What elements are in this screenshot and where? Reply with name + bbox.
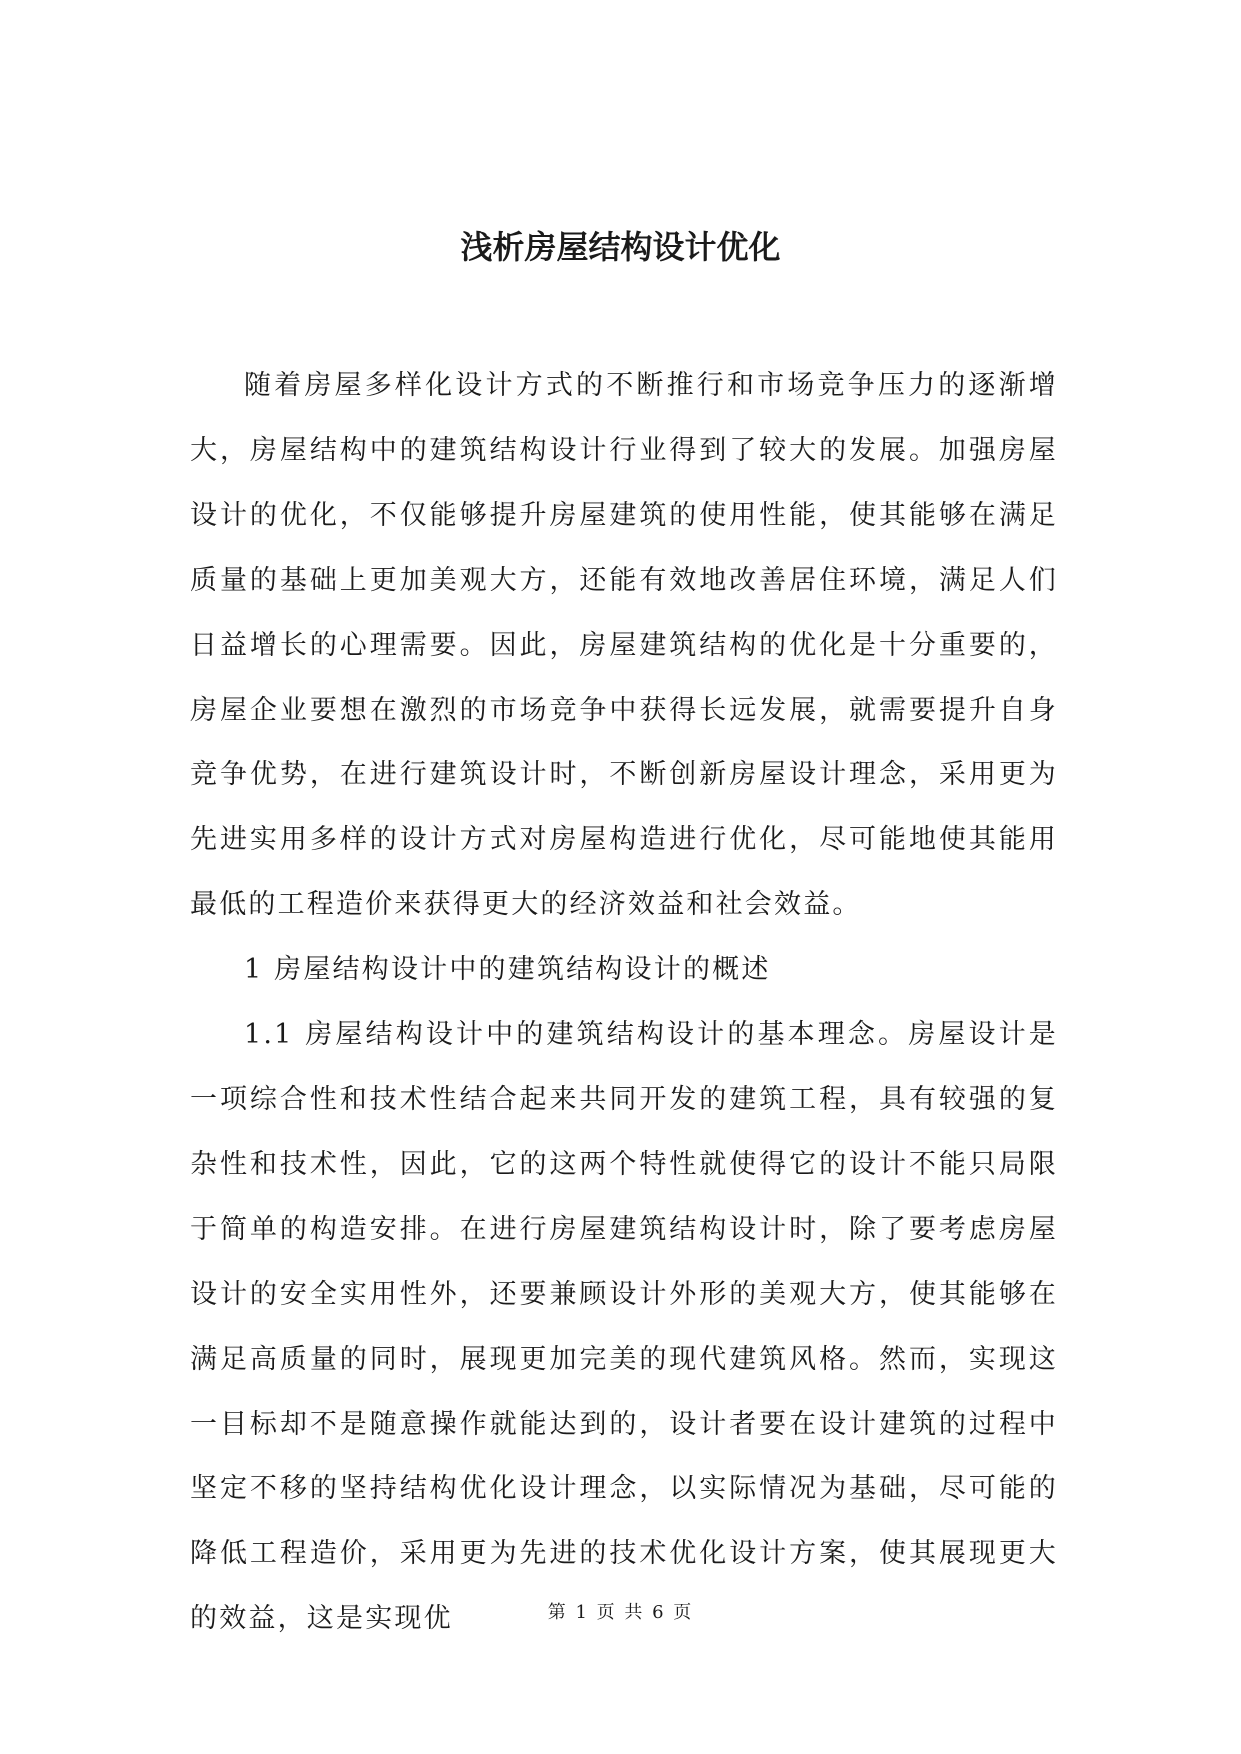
- section-1-1-paragraph: 1.1 房屋结构设计中的建筑结构设计的基本理念。房屋设计是一项综合性和技术性结合起来共同开发的建筑工程，具有较强的复杂性和技术性，因此，它的这两个特性就使得它的设计不能只局限于简单的构造安排。在进行房屋建筑结构设计时，除了要考虑房屋设计的安全实用性外，还要兼顾设计外形的美观大方，使其能够在满足高质量的同时，展现更加完美的现代建筑风格。然而，实现这一目标却不是随意操作就能达到的，设计者要在设计建筑的过程中坚定不移的坚持结构优化设计理念，以实际情况为基础，尽可能的降低工程造价，采用更为先进的技术优化设计方案，使其展现更大的效益，这是实现优: [190, 1019, 1058, 1635]
- document-body: [190, 354, 1058, 1652]
- page-number-footer: 第 1 页 共 6 页: [547, 1602, 694, 1623]
- document-title: 浅析房屋结构设计优化: [460, 228, 781, 266]
- intro-paragraph: 随着房屋多样化设计方式的不断推行和市场竞争压力的逐渐增大，房屋结构中的建筑结构设计行业得到了较大的发展。加强房屋设计的优化，不仅能够提升房屋建筑的使用性能，使其能够在满足质量的基础上更加美观大方，还能有效地改善居住环境，满足人们日益增长的心理需要。因此，房屋建筑结构的优化是十分重要的，房屋企业要想在激烈的市场竞争中获得长远发展，就需要提升自身竞争优势，在进行建筑设计时，不断创新房屋设计理念，采用更为先进实用多样的设计方式对房屋构造进行优化，尽可能地使其能用最低的工程造价来获得更大的经济效益和社会效益。: [190, 370, 1058, 921]
- section-heading-1: 1 房屋结构设计中的建筑结构设计的概述: [244, 954, 771, 986]
